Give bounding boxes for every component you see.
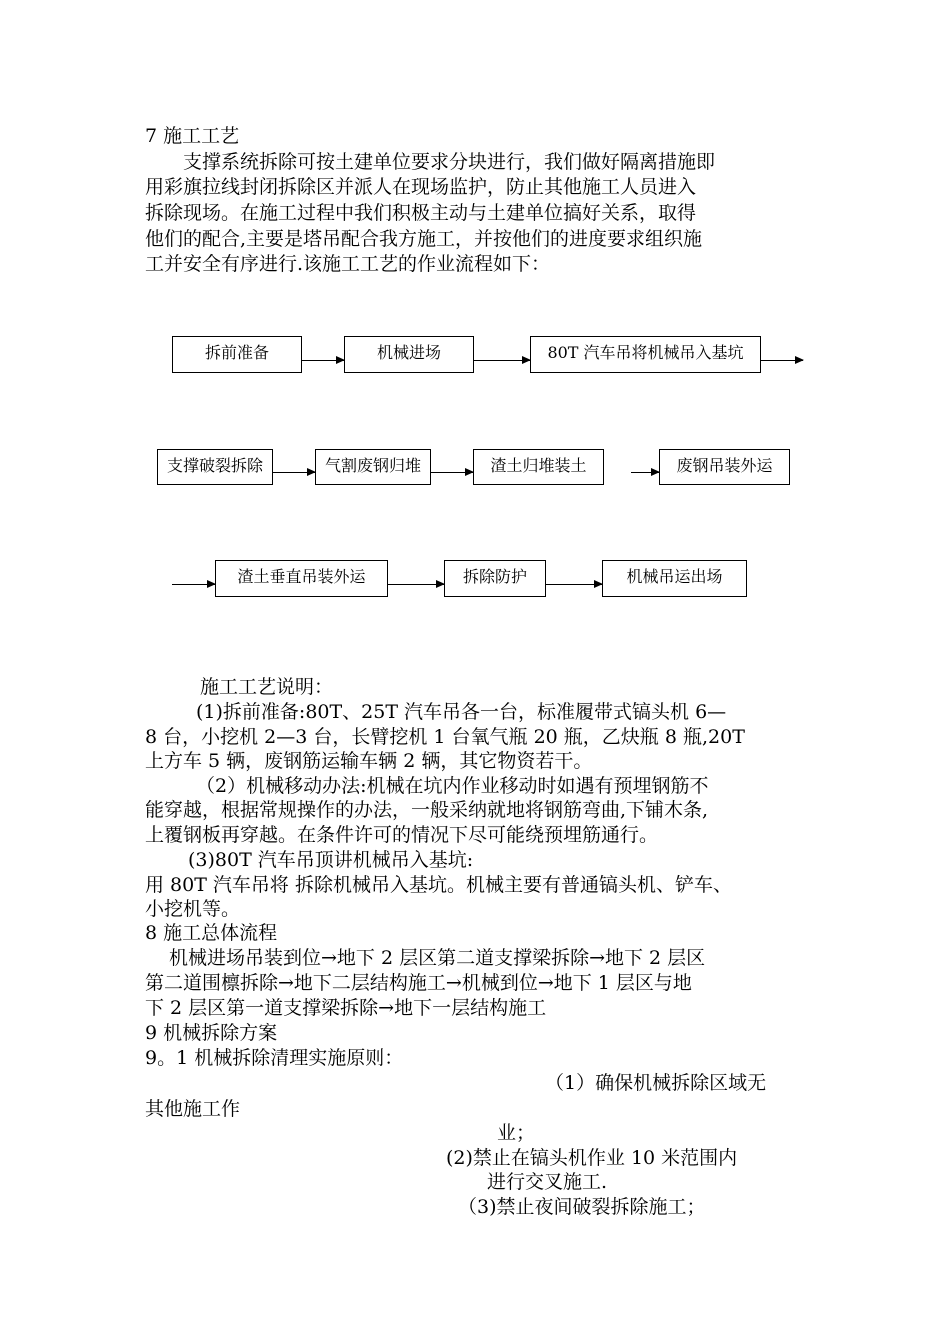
paragraph-line: (1)拆前准备:80T、25T 汽车吊各一台，标准履带式镐头机 6—	[196, 701, 727, 723]
flow-arrow	[387, 584, 444, 585]
flow-step-support-demolition: 支撑破裂拆除	[157, 449, 273, 485]
section-9-1-heading: 9。1 机械拆除清理实施原则：	[145, 1047, 404, 1069]
paragraph-line: 拆除现场。在施工过程中我们积极主动与土建单位搞好关系，取得	[145, 202, 697, 224]
flow-step-crane-lift: 80T 汽车吊将机械吊入基坑	[530, 336, 761, 373]
flow-arrow	[301, 360, 344, 361]
flow-step-scrap-steel-transport: 废钢吊装外运	[659, 449, 790, 485]
paragraph-line: 能穿越，根据常规操作的办法，一般采纳就地将钢筋弯曲,下铺木条,	[145, 799, 709, 821]
principle-line: （3)禁止夜间破裂拆除施工；	[458, 1196, 706, 1218]
principle-line: 其他施工作	[145, 1098, 241, 1120]
section-8-heading: 8 施工总体流程	[145, 922, 278, 944]
flow-step-machine-entry: 机械进场	[344, 336, 474, 373]
flow-arrow	[430, 472, 473, 473]
flow-step-prep: 拆前准备	[172, 336, 302, 373]
paragraph-line: 上方车 5 辆，废钢筋运输车辆 2 辆，其它物资若干。	[145, 750, 593, 772]
paragraph-line: 小挖机等。	[145, 898, 241, 920]
flow-arrow	[473, 360, 530, 361]
flow-step-machine-exit: 机械吊运出场	[602, 560, 747, 597]
paragraph-line: （2）机械移动办法:机械在坑内作业移动时如遇有预埋钢筋不	[196, 775, 709, 797]
section-9-heading: 9 机械拆除方案	[145, 1022, 278, 1044]
flow-step-soil-loading: 渣土归堆装土	[473, 449, 604, 485]
flow-step-protection-removal: 拆除防护	[444, 560, 546, 597]
paragraph-line: 8 台，小挖机 2—3 台，长臂挖机 1 台氧气瓶 20 瓶，乙炔瓶 8 瓶,20T	[145, 726, 745, 748]
principle-line: 业；	[497, 1122, 536, 1144]
section-7-heading: 7 施工工艺	[145, 125, 240, 147]
principle-line: （1）确保机械拆除区域无	[545, 1072, 767, 1094]
flow-arrow	[545, 584, 602, 585]
paragraph-line: 用彩旗拉线封闭拆除区并派人在现场监护，防止其他施工人员进入	[145, 176, 697, 198]
paragraph-line: 下 2 层区第一道支撑梁拆除→地下一层结构施工	[145, 997, 547, 1019]
flow-arrow	[272, 472, 315, 473]
flow-step-soil-vertical-lift: 渣土垂直吊装外运	[215, 560, 388, 597]
flow-arrow	[172, 584, 215, 585]
paragraph-line: 上覆钢板再穿越。在条件许可的情况下尽可能绕预埋筋通行。	[145, 824, 659, 846]
notes-title: 施工工艺说明：	[200, 676, 334, 698]
paragraph-line: 用 80T 汽车吊将 拆除机械吊入基坑。机械主要有普通镐头机、铲车、	[145, 874, 732, 896]
paragraph-line: 第二道围檩拆除→地下二层结构施工→机械到位→地下 1 层区与地	[145, 972, 692, 994]
principle-line: (2)禁止在镐头机作业 10 米范围内	[446, 1147, 738, 1169]
paragraph-line: (3)80T 汽车吊顶讲机械吊入基坑:	[188, 849, 474, 871]
flow-arrow	[760, 360, 803, 361]
paragraph-line: 支撑系统拆除可按土建单位要求分块进行，我们做好隔离措施即	[183, 151, 716, 173]
paragraph-line: 工并安全有序进行.该施工工艺的作业流程如下：	[145, 253, 551, 275]
flow-step-steel-cutting: 气割废钢归堆	[315, 449, 431, 485]
principle-line: 进行交叉施工.	[487, 1171, 608, 1193]
paragraph-line: 机械进场吊装到位→地下 2 层区第二道支撑梁拆除→地下 2 层区	[169, 947, 706, 969]
flow-arrow	[631, 472, 659, 473]
paragraph-line: 他们的配合,主要是塔吊配合我方施工，并按他们的进度要求组织施	[145, 228, 703, 250]
